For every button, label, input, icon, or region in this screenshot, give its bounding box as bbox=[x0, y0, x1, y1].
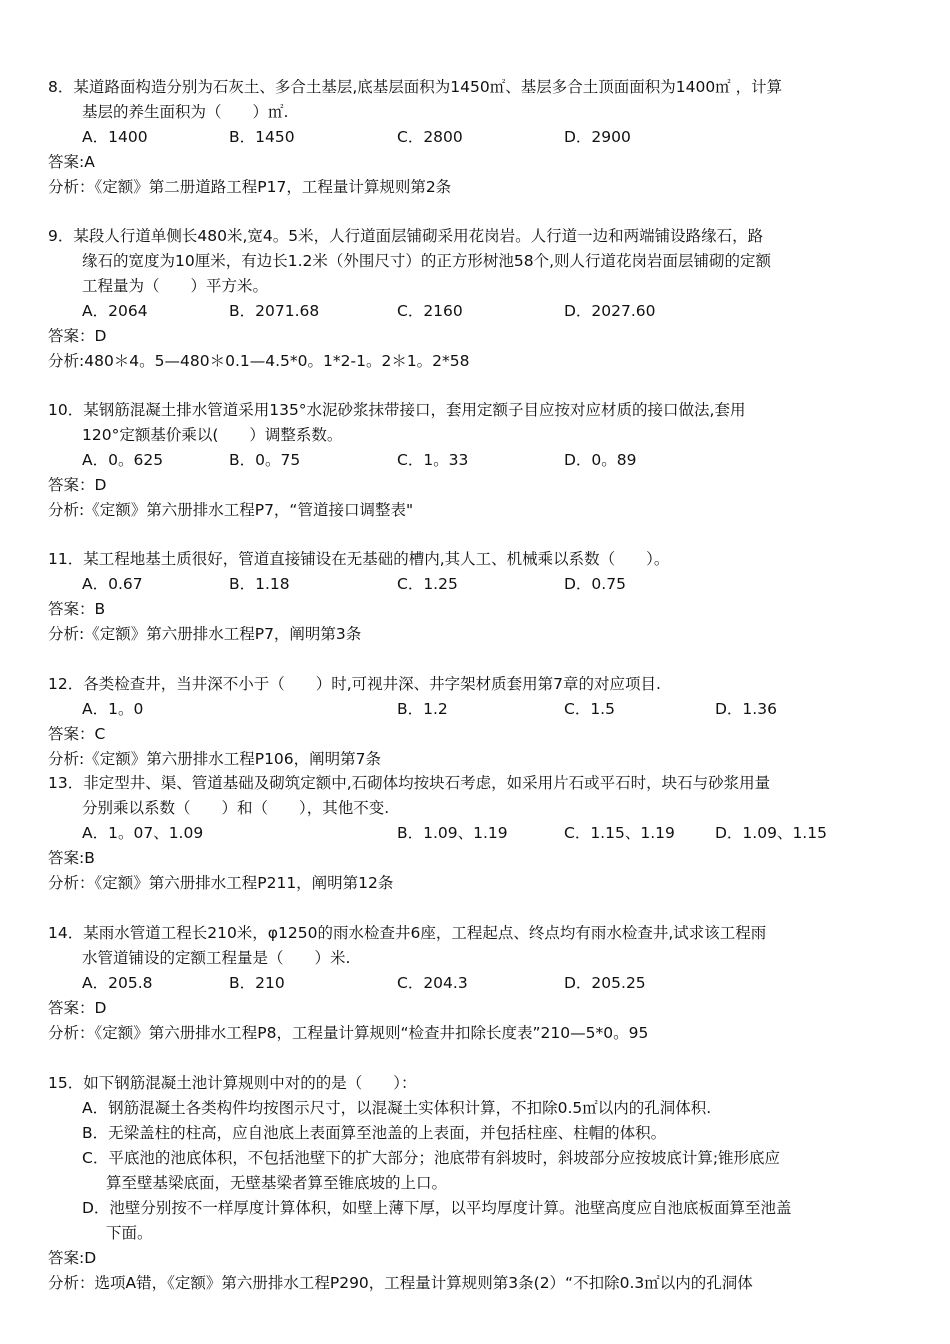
question-15-item-b: B．无梁盖柱的柱高，应自池底上表面算至池盖的上表面，并包括柱座、柱帽的体积。 bbox=[82, 1124, 667, 1142]
question-10-option-b: B．0。75 bbox=[229, 451, 301, 469]
question-15-answer: 答案:D bbox=[48, 1249, 97, 1267]
question-10-line-1: 10．某钢筋混凝土排水管道采用135°水泥砂浆抹带接口，套用定额子目应按对应材质的接口做法,套用 bbox=[48, 401, 746, 419]
question-13-option-b: B．1.09、1.19 bbox=[397, 824, 508, 842]
question-9-analysis: 分析:480＊4。5—480＊0.1—4.5*0。1*2-1。2＊1。2*58 bbox=[48, 352, 470, 370]
question-10-analysis: 分析:《定额》第六册排水工程P7，“管道接口调整表" bbox=[48, 501, 414, 519]
question-8-option-b: B．1450 bbox=[229, 128, 295, 146]
question-8-option-d: D．2900 bbox=[564, 128, 631, 146]
question-13-line-1: 13．非定型井、渠、管道基础及砌筑定额中,石砌体均按块石考虑，如采用片石或平石时，块石与砂浆用量 bbox=[48, 774, 771, 792]
question-9-line-3: 工程量为（ ）平方米。 bbox=[82, 277, 269, 295]
question-13-option-d: D．1.09、1.15 bbox=[715, 824, 827, 842]
question-13-answer: 答案:B bbox=[48, 849, 95, 867]
question-12-analysis: 分析:《定额》第六册排水工程P106，阐明第7条 bbox=[48, 750, 382, 768]
question-15-line-1: 15．如下钢筋混凝土池计算规则中对的的是（ ）： bbox=[48, 1074, 417, 1092]
question-15-item-c-line-1: C．平底池的池底体积，不包括池壁下的扩大部分；池底带有斜坡时，斜坡部分应按坡底计算;锥形底应 bbox=[82, 1149, 781, 1167]
question-15-analysis: 分析：选项A错，《定额》第六册排水工程P290，工程量计算规则第3条(2）“不扣除0.3㎡以内的孔洞体 bbox=[48, 1274, 753, 1292]
question-10-line-2: 120°定额基价乘以( ）调整系数。 bbox=[82, 426, 343, 444]
question-10-option-c: C．1。33 bbox=[397, 451, 469, 469]
question-14-line-2: 水管道铺设的定额工程量是（ ）米. bbox=[82, 949, 351, 967]
question-10-option-a: A．0。625 bbox=[82, 451, 164, 469]
question-14-line-1: 14．某雨水管道工程长210米，φ1250的雨水检查井6座，工程起点、终点均有雨水检查井,试求该工程雨 bbox=[48, 924, 767, 942]
question-8-analysis: 分析：《定额》第二册道路工程P17，工程量计算规则第2条 bbox=[48, 178, 452, 196]
question-12-option-c: C．1.5 bbox=[564, 700, 615, 718]
question-11-answer: 答案：B bbox=[48, 600, 106, 618]
question-10-answer: 答案：D bbox=[48, 476, 107, 494]
question-11-option-a: A．0.67 bbox=[82, 575, 143, 593]
question-12-option-d: D．1.36 bbox=[715, 700, 777, 718]
question-11-option-b: B．1.18 bbox=[229, 575, 290, 593]
question-9-option-a: A．2064 bbox=[82, 302, 148, 320]
question-14-answer: 答案：D bbox=[48, 999, 107, 1017]
question-9-answer: 答案：D bbox=[48, 327, 107, 345]
question-15-item-a: A．钢筋混凝土各类构件均按图示尺寸，以混凝土实体积计算，不扣除0.5㎡以内的孔洞体积. bbox=[82, 1099, 712, 1117]
question-12-line-1: 12．各类检查井，当井深不小于（ ）时,可视井深、井字架材质套用第7章的对应项目. bbox=[48, 675, 661, 693]
question-9-line-1: 9．某段人行道单侧长480米,宽4。5米，人行道面层铺砌采用花岗岩。人行道一边和两端铺设路缘石，路 bbox=[48, 227, 764, 245]
question-8-line-2: 基层的养生面积为（ ）㎡. bbox=[82, 103, 289, 121]
question-13-line-2: 分别乘以系数（ ）和（ ），其他不变. bbox=[82, 799, 390, 817]
question-12-option-a: A．1。0 bbox=[82, 700, 144, 718]
question-14-option-a: A．205.8 bbox=[82, 974, 153, 992]
question-10-option-d: D．0。89 bbox=[564, 451, 637, 469]
question-11-option-d: D．0.75 bbox=[564, 575, 626, 593]
question-8-line-1: 8．某道路面构造分别为石灰土、多合土基层,底基层面积为1450㎡、基层多合土顶面面积为1400㎡ ，计算 bbox=[48, 78, 783, 96]
question-11-option-c: C．1.25 bbox=[397, 575, 458, 593]
question-9-option-b: B．2071.68 bbox=[229, 302, 320, 320]
question-15-item-d-line-1: D．池壁分别按不一样厚度计算体积，如壁上薄下厚，以平均厚度计算。池壁高度应自池底板面算至池盖 bbox=[82, 1199, 792, 1217]
question-13-analysis: 分析：《定额》第六册排水工程P211，阐明第12条 bbox=[48, 874, 394, 892]
question-14-option-b: B．210 bbox=[229, 974, 285, 992]
question-9-option-d: D．2027.60 bbox=[564, 302, 656, 320]
question-11-line-1: 11．某工程地基土质很好，管道直接铺设在无基础的槽内,其人工、机械乘以系数（ ）。 bbox=[48, 550, 670, 568]
question-8-option-c: C．2800 bbox=[397, 128, 463, 146]
question-8-option-a: A．1400 bbox=[82, 128, 148, 146]
question-15-item-c-line-2: 算至壁基梁底面，无壁基梁者算至锥底坡的上口。 bbox=[106, 1174, 448, 1192]
question-14-analysis: 分析：《定额》第六册排水工程P8，工程量计算规则“检查井扣除长度表”210—5*0。95 bbox=[48, 1024, 649, 1042]
question-11-analysis: 分析:《定额》第六册排水工程P7，阐明第3条 bbox=[48, 625, 362, 643]
question-9-option-c: C．2160 bbox=[397, 302, 463, 320]
question-14-option-d: D．205.25 bbox=[564, 974, 646, 992]
question-8-answer: 答案:A bbox=[48, 153, 95, 171]
question-12-answer: 答案：C bbox=[48, 725, 106, 743]
question-13-option-a: A．1。07、1.09 bbox=[82, 824, 204, 842]
question-9-line-2: 缘石的宽度为10厘米，有边长1.2米（外围尺寸）的正方形树池58个,则人行道花岗岩面层铺砌的定额 bbox=[82, 252, 772, 270]
question-14-option-c: C．204.3 bbox=[397, 974, 468, 992]
question-12-option-b: B．1.2 bbox=[397, 700, 448, 718]
question-15-item-d-line-2: 下面。 bbox=[106, 1224, 153, 1242]
question-13-option-c: C．1.15、1.19 bbox=[564, 824, 675, 842]
